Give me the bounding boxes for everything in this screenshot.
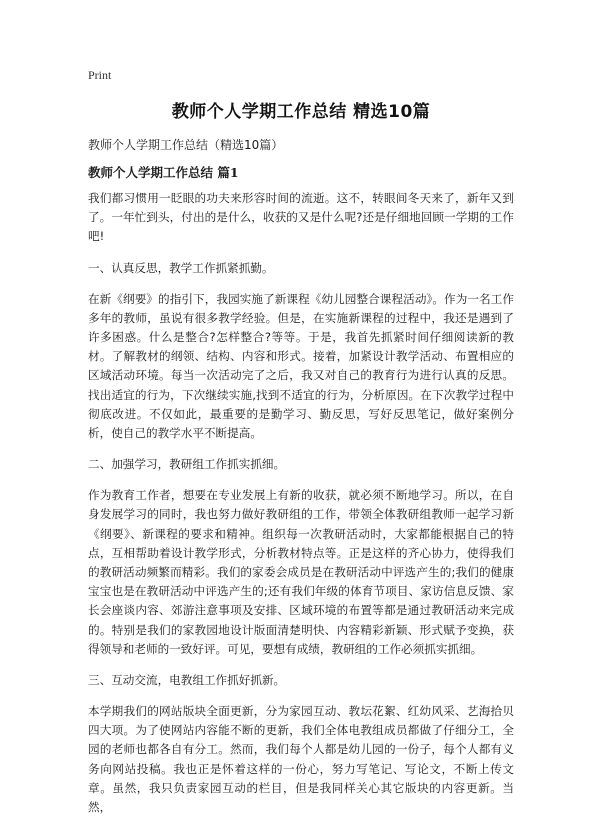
heading-reflection: 一、认真反思，教学工作抓紧抓勤。 <box>88 260 274 275</box>
document-subtitle: 教师个人学期工作总结（精选10篇） <box>88 138 284 152</box>
paragraph-study: 作为教育工作者，想要在专业发展上有新的收获，就必须不断地学习。所以，在自身发展学习的同时，我也努力做好教研组的工作，带领全体教研组教师一起学习新《纲要》、新课程的要求和精神。组织每一次教研活动时，大家都能根据自己的特点，互相帮助着设计教学形式，分析教材特点等。正是这样的齐心协力，使得我们的教研活动频繁而精彩。我们的家委会成员是在教研活动中评选产生的;我们的健康宝宝也是在教研活动中评选产生的;还有我们年级的体育节项目、家访信息反馈、家长会座谈内容、郊游注意事项及安排、区域环境的布置等都是通过教研活动来完成的。特别是我们的家教园地设计版面清楚明快、内容精彩新颖、形式赋予变换，获得领导和老师的一致好评。可见，要想有成绩，教研组的工作必须抓实抓细。 <box>88 488 514 656</box>
heading-interaction: 三、互动交流，电教组工作抓好抓新。 <box>88 673 286 688</box>
print-link[interactable]: Print <box>88 68 112 82</box>
paragraph-reflection: 在新《纲要》的指引下，我园实施了新课程《幼儿园整合课程活动》。作为一名工作多年的教师，虽说有很多教学经验。但是，在实施新课程的过程中，我还是遇到了许多困惑。什么是整合?怎样整合?等等。于是，我首先抓紧时间仔细阅读新的教材。了解教材的纲领、结构、内容和形式。接着，加紧设计教学活动、布置相应的区域活动环境。每当一次活动完了之后，我又对自己的教育行为进行认真的反思。找出适宜的行为，下次继续实施,找到不适宜的行为，分析原因。在下次教学过程中彻底改进。不仅如此，最重要的是勤学习、勤反思，写好反思笔记，做好案例分析，使自己的教学水平不断提高。 <box>88 291 514 441</box>
heading-study: 二、加强学习，教研组工作抓实抓细。 <box>88 457 286 472</box>
section-title: 教师个人学期工作总结 篇1 <box>88 165 239 180</box>
document-title: 教师个人学期工作总结 精选10篇 <box>171 102 431 122</box>
intro-paragraph: 我们都习惯用一眨眼的功夫来形容时间的流逝。这不，转眼间冬天来了，新年又到了。一年忙到头，付出的是什么，收获的又是什么呢?还是仔细地回顾一学期的工作吧! <box>88 191 514 244</box>
paragraph-interaction: 本学期我们的网站版块全面更新，分为家园互动、教坛花絮、红幼风采、艺海拾贝四大项。为了使网站内容能不断的更新，我们全体电教组成员都做了仔细分工，全园的老师也都各自有分工。然而，我们每个人都是幼儿园的一份子，每个人都有义务向网站投稿。我也正是怀着这样的一份心，努力写笔记、写论文，不断上传文章。虽然，我只负责家园互动的栏目，但是我同样关心其它版块的内容更新。当然， <box>88 704 514 815</box>
